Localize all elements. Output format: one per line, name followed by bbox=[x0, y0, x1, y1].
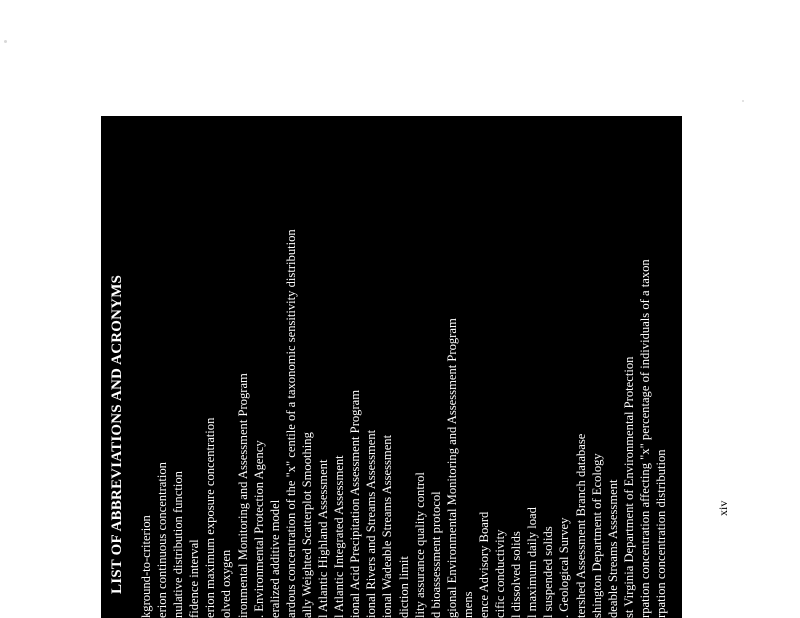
abbreviation-list bbox=[138, 229, 669, 618]
page-number bbox=[716, 498, 734, 524]
abbreviation-entry: lity assurance quality control bbox=[412, 472, 427, 618]
page-number-text: xiv bbox=[716, 500, 730, 516]
abbreviation-entry: erion maximum exposure concentration bbox=[203, 417, 218, 618]
list-title: LIST OF ABBREVIATIONS AND ACRONYMS bbox=[109, 274, 125, 594]
abbreviation-entry: tershed Assessment Branch database bbox=[573, 433, 588, 618]
abbreviation-entry: kground-to-criterion bbox=[139, 515, 153, 618]
abbreviation-entry: l Atlantic Highland Assessment bbox=[316, 459, 331, 618]
abbreviation-entry: fidence interval bbox=[187, 539, 202, 618]
abbreviation-entry: ional Acid Precipitation Assessment Program bbox=[348, 389, 363, 618]
abbreviation-entry: cific conductivity bbox=[493, 529, 508, 618]
abbreviation-entry: ional Wadeable Streams Assessment bbox=[380, 434, 395, 618]
abbreviation-entry: ironmental Monitoring and Assessment Program bbox=[235, 373, 250, 618]
abbreviation-entry: rpation concentration affecting "x" percentage of individuals of a taxon bbox=[637, 259, 652, 618]
scan-speck bbox=[4, 40, 7, 43]
abbreviation-entry: . Geological Survey bbox=[557, 517, 572, 618]
abbreviation-entry: ardous concentration of the "x" centile of a taxonomic sensitivity distribution bbox=[283, 229, 298, 618]
abbreviation-entry: st Virginia Department of Environmental Protection bbox=[621, 356, 636, 618]
abbreviation-entry: rpation concentration distribution bbox=[654, 449, 668, 618]
scan-speck bbox=[742, 100, 744, 102]
abbreviation-entry: ence Advisory Board bbox=[476, 511, 491, 618]
abbreviation-entry: deable Streams Assessment bbox=[605, 479, 620, 618]
abbreviation-entry: olved oxygen bbox=[219, 549, 234, 618]
abbreviation-entry: erion continuous concentration bbox=[155, 462, 170, 618]
abbreviation-entry: l suspended solids bbox=[541, 526, 556, 618]
abbreviation-entry: diction limit bbox=[396, 556, 411, 618]
abbreviation-entry: mens bbox=[460, 591, 475, 618]
abbreviation-entry: l Atlantic Integrated Assessment bbox=[332, 455, 347, 618]
abbreviation-entry: d bioassessment protocol bbox=[428, 491, 443, 618]
abbreviation-entry: l dissolved solids bbox=[509, 531, 524, 618]
abbreviation-entry: shington Department of Ecology bbox=[589, 453, 604, 618]
abbreviation-entry: nulative distribution function bbox=[171, 471, 186, 618]
abbreviation-entry: l maximum daily load bbox=[525, 507, 540, 618]
abbreviation-entry: ally Weighted Scatterplot Smoothing bbox=[299, 432, 314, 618]
rotated-text-block bbox=[101, 116, 682, 618]
abbreviation-entry: ional Rivers and Streams Assessment bbox=[364, 429, 379, 618]
abbreviation-entry: eralized additive model bbox=[267, 499, 282, 618]
abbreviation-entry: gional Environmental Monitoring and Assessment Program bbox=[444, 318, 459, 618]
abbreviation-entry: . Environmental Protection Agency bbox=[251, 440, 266, 618]
rotated-content bbox=[101, 116, 682, 618]
